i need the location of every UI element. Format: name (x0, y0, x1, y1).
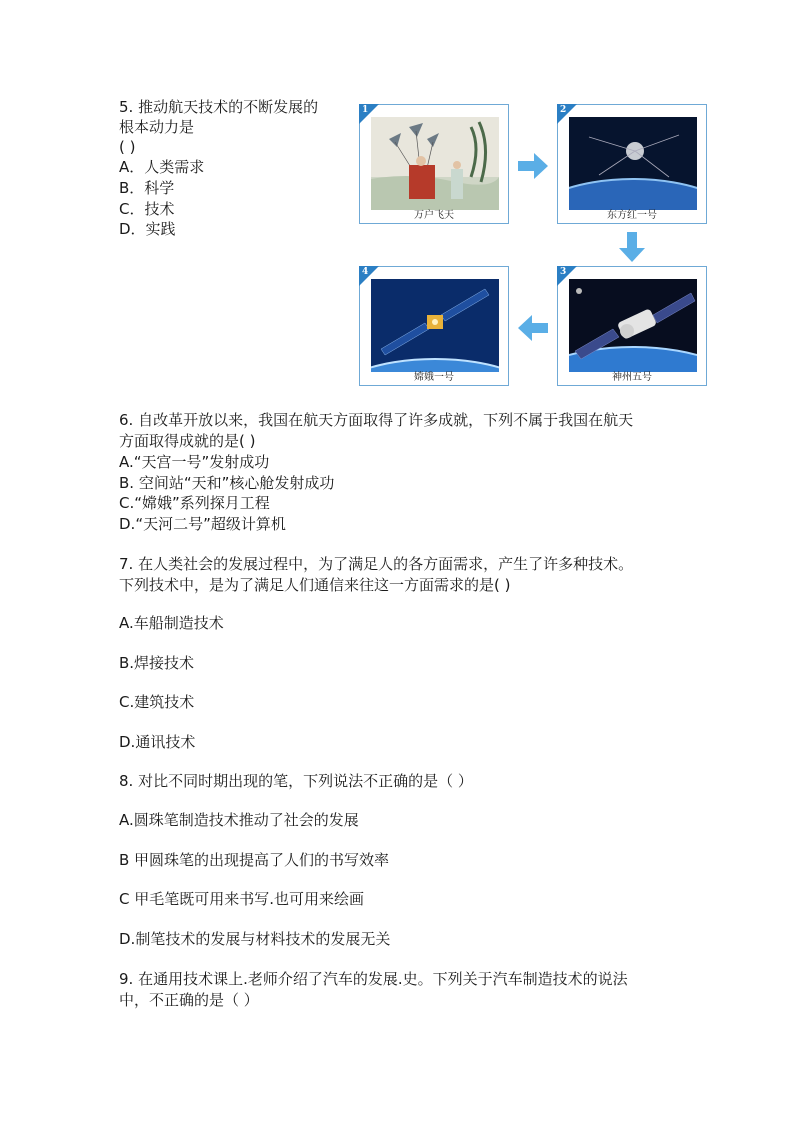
spacecraft-illustration (569, 279, 697, 372)
panel-dongfanghong (557, 104, 707, 224)
q7-stem-line2: 下列技术中，是为了满足人们通信来往这一方面需求的是( ) (119, 576, 511, 594)
q5-stem-line1: 5. 推动航天技术的不断发展的 (119, 98, 319, 116)
q5-option-a: A．人类需求 (119, 158, 205, 176)
panel-mark: xS (693, 374, 703, 383)
q6-option-a: A.“天宫一号”发射成功 (119, 453, 270, 471)
panel-number: 4 (362, 267, 369, 277)
q5-option-d: D．实践 (119, 220, 176, 238)
q5-stem-line2: 根本动力是 (119, 118, 195, 136)
panel-number: 1 (362, 105, 369, 115)
q8-option-a: A.圆珠笔制造技术推动了社会的发展 (119, 811, 359, 829)
panel-mark: xS (693, 212, 703, 221)
q6-stem-line2: 方面取得成就的是( ) (119, 432, 256, 450)
panel-shenzhou (557, 266, 707, 386)
panel-caption: 东方红一号 (607, 210, 657, 221)
panel-number: 3 (560, 267, 567, 277)
q9-stem-line2: 中，不正确的是（ ） (119, 991, 259, 1009)
arrow-right-icon (518, 153, 548, 179)
q6-option-c: C.“嫦娥”系列探月工程 (119, 494, 270, 512)
lunar-probe-illustration (371, 279, 499, 372)
satellite-illustration (569, 117, 697, 210)
arrow-left-icon (518, 315, 548, 341)
q7-option-d: D.通讯技术 (119, 733, 196, 751)
panel-number: 2 (560, 105, 567, 115)
q5-option-b: B．科学 (119, 179, 175, 197)
q6-option-d: D.“天河二号”超级计算机 (119, 515, 286, 533)
q9-stem-line1: 9. 在通用技术课上.老师介绍了汽车的发展.史。下列关于汽车制造技术的说法 (119, 970, 628, 988)
wanhu-illustration (371, 117, 499, 210)
q7-option-c: C.建筑技术 (119, 693, 195, 711)
q8-option-d: D.制笔技术的发展与材料技术的发展无关 (119, 930, 391, 948)
panel-caption: 嫦娥一号 (414, 372, 454, 383)
q8-option-c: C 甲毛笔既可用来书写.也可用来绘画 (119, 890, 365, 908)
q7-option-b: B.焊接技术 (119, 654, 195, 672)
q6-option-b: B. 空间站“天和”核心舱发射成功 (119, 474, 335, 492)
q7-option-a: A.车船制造技术 (119, 614, 224, 632)
q8-option-b: B 甲圆珠笔的出现提高了人们的书写效率 (119, 851, 390, 869)
q8-stem: 8. 对比不同时期出现的笔，下列说法不正确的是（ ） (119, 772, 473, 790)
q7-stem-line1: 7. 在人类社会的发展过程中，为了满足人的各方面需求，产生了许多种技术。 (119, 555, 634, 573)
q5-option-c: C．技术 (119, 200, 175, 218)
q6-stem-line1: 6. 自改革开放以来，我国在航天方面取得了许多成就，下列不属于我国在航天 (119, 411, 634, 429)
q5-answer-blank: ( ) (119, 138, 136, 156)
panel-caption: 神州五号 (612, 372, 652, 383)
panel-mark: xS (495, 374, 505, 383)
panel-caption: 万户飞天 (414, 210, 454, 221)
panel-wanhu-feitian (359, 104, 509, 224)
panel-change (359, 266, 509, 386)
arrow-down-icon (619, 232, 645, 262)
